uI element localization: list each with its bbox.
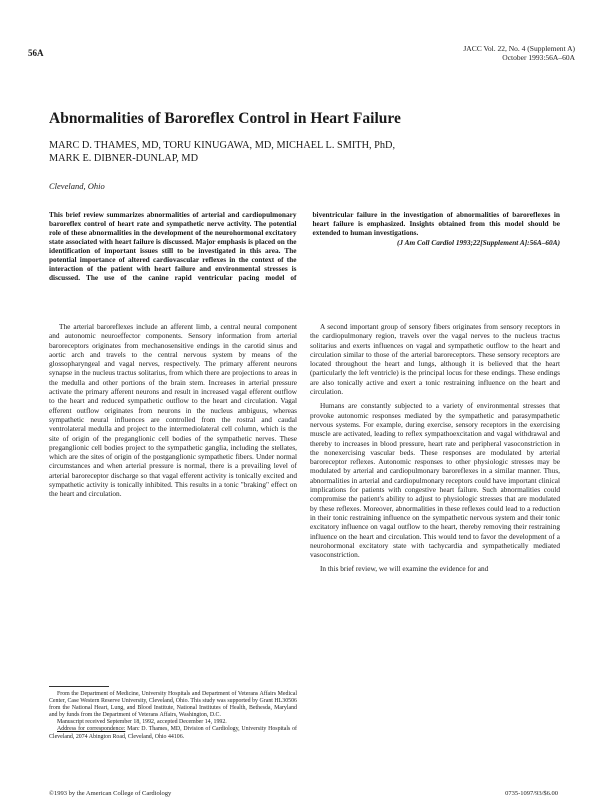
body-paragraph: A second important group of sensory fibers originates from sensory receptors in the cardiopulmonary region, travels over the vagal nerves to the nucleus tractus solitarius and exerts influences on vagal and sympathetic outflow to the heart and circulation similar to those of the arterial baroreceptors. These sensory receptors are located throughout the heart and lungs, although it is believed that the heart (particularly the left ventricle) is the principal locus for these endings. These endings are also tonically active and exert a tonic restraining influence on the heart and circulation. bbox=[310, 322, 560, 397]
correspondence-label: Address for correspondence: bbox=[57, 726, 126, 733]
abstract bbox=[49, 210, 560, 286]
authors-line-1: MARC D. THAMES, MD, TORU KINUGAWA, MD, MICHAEL L. SMITH, PhD, bbox=[49, 140, 396, 151]
body-column-left bbox=[49, 322, 297, 662]
journal-line-1: JACC Vol. 22, No. 4 (Supplement A) bbox=[463, 44, 575, 53]
footnote-divider bbox=[49, 686, 109, 687]
author-list bbox=[49, 140, 569, 165]
correspondence-address: Marc D. Thames, MD, Division of Cardiology, University Hospitals of Cleveland, 2074 Abington Road, Cleveland, Ohio 44106. bbox=[49, 726, 298, 740]
body-paragraph: Humans are constantly subjected to a variety of environmental stresses that provoke autonomic responses mediated by the sympathetic and parasympathetic nervous systems. For example, during exercise, sensory receptors in the exercising muscle are activated, leading to reflex sympathoexcitation and vagal withdrawal and thereby to increases in blood pressure, heart rate and peripheral vasoconstriction in the nonexercising vascular beds. These responses are modulated by arterial baroreceptor reflexes. Autonomic responses to other physiologic stresses may be modulated by arterial and cardiopulmonary baroreflexes in a similar manner. Thus, abnormalities in arterial and cardiopulmonary receptors could have important clinical implications for patients with congestive heart failure. Such abnormalities could compromise the patient's ability to adjust to physiologic stresses that are modulated by these reflexes. Moreover, abnormalities in these reflexes could lead to a reduction in their tonic restraining influence on the sympathetic nervous system and their tonic excitatory influence on vagal outflow to the heart, thereby removing their restraining influence on the heart and circulation. This would tend to favor the development of a neurohormonal excitatory state with tachycardia and sympathetically mediated vasoconstriction. bbox=[310, 401, 560, 560]
journal-citation bbox=[395, 44, 575, 62]
article-title: Abnormalities of Baroreflex Control in Heart Failure bbox=[49, 110, 401, 127]
body-paragraph: In this brief review, we will examine the evidence for and bbox=[320, 564, 489, 574]
copyright-notice: ©1993 by the American College of Cardiology bbox=[49, 790, 172, 797]
footnote-correspondence bbox=[49, 726, 297, 740]
footnote-received: Manuscript received September 18, 1992, accepted December 14, 1992. bbox=[57, 719, 227, 726]
body-paragraph: The arterial baroreflexes include an afferent limb, a central neural component and autonomic neuroeffector components. Sensory information from arterial baroreceptors originates from mechanosensitive endings in the carotid sinus and aortic arch and travels to the central nervous system by means of the glossopharyngeal and vagal nerves, respectively. The primary afferent neurons synapse in the nucleus tractus solitarius, from which there are projections to areas in the medulla and other portions of the brain stem. Increases in arterial pressure activate the primary afferent neurons and result in increased vagal efferent outflow to the heart and reduced sympathetic outflow to the heart and circulation. Vagal efferent outflow originates from neurons in the nucleus ambiguus, whereas sympathetic neural influences are controlled from the rostral and caudal ventrolateral medulla and project to the intermediolateral cell column, which is the site of origin of the preganglionic cell bodies of the sympathetic nerves. These preganglionic cell bodies project to the sympathetic ganglia, including the stellates, which are the sites of origin of the postganglionic sympathetic fibers. Under normal circumstances and when arterial pressure is normal, there is a prevailing level of arterial baroreceptor discharge so that vagal efferent activity is tonically excited and sympathetic activity is tonically inhibited. This results in a tonic "braking" effect on the heart and circulation. bbox=[49, 322, 297, 499]
article-code: 0735-1097/93/$6.00 bbox=[505, 790, 558, 797]
abstract-citation: (J Am Coll Cardiol 1993;22[Supplement A]:56A–60A) bbox=[396, 238, 560, 248]
abstract-text: This brief review summarizes abnormalities of arterial and cardiopulmonary baroreflex control of heart rate and sympathetic nerve activity. The potential role of these abnormalities in the development of the neurohormonal excitatory state associated with heart failure is discussed. Major emphasis is placed on the identification of important issues still to be investigated in this area. The potential importance of altered cardiovascular reflexes in the context of the interaction of the patient with heart failure and environmental stresses is discussed. The use of the canine rapid ventricular pacing model of biventricular failure in the investigation of abnormalities of baroreflexes in heart failure is emphasized. Insights obtained from this model should be extended to human investigations. bbox=[49, 210, 560, 283]
page-number: 56A bbox=[28, 48, 44, 58]
footnote bbox=[49, 691, 297, 741]
body-column-right bbox=[310, 322, 560, 798]
authors-line-2: MARK E. DIBNER-DUNLAP, MD bbox=[49, 152, 199, 164]
journal-line-2: October 1993:56A–60A bbox=[502, 53, 575, 62]
author-location: Cleveland, Ohio bbox=[49, 181, 105, 191]
footnote-affiliation: From the Department of Medicine, University Hospitals and Department of Veterans Affairs Medical Center, Case Western Reserve University, Cleveland, Ohio. This study was supported by Grant HL30506 from the National Heart, Lung, and Blood Institute, National Institutes of Health, Bethesda, Maryland and by funds from the Department of Veterans Affairs, Washington, D.C. bbox=[49, 691, 297, 719]
